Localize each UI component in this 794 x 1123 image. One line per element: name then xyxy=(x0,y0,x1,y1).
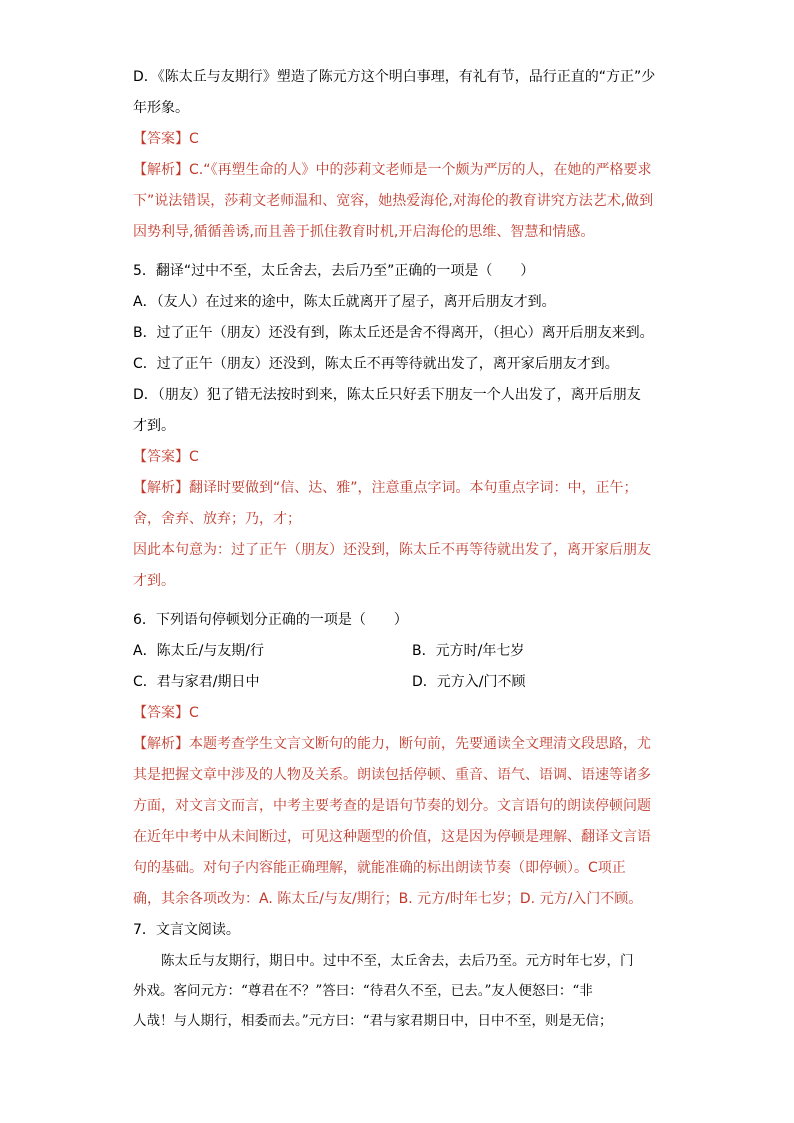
q5-analysis-line2: 舍，舍弃、放弃；乃，才； xyxy=(133,511,301,527)
q5-analysis-line3: 因此本句意为：过了正午（朋友）还没到，陈太丘不再等待就出发了，离开家后朋友 xyxy=(133,542,651,558)
q6-options-row2 xyxy=(133,667,663,698)
q4-option-d-line2: 年形象。 xyxy=(133,100,189,116)
answer-tag: 【答案】 xyxy=(133,705,189,721)
q4-analysis-line2: 下”说法错误，莎莉文老师温和、宽容，她热爱海伦,对海伦的教育讲究方法艺术,做到 xyxy=(133,193,654,209)
q6-analysis-line4: 在近年中考中从未间断过，可见这种题型的价值，这是因为停顿是理解、翻译文言语 xyxy=(133,829,651,845)
q4-analysis-line1: 【解析】C.“《再塑生命的人》中的莎莉文老师是一个颇为严厉的人，在她的严格要求 xyxy=(133,162,652,178)
answer-tag: 【答案】 xyxy=(133,449,189,465)
q7-passage-line2: 外戏。客问元方：“尊君在不？”答曰：“待君久不至，已去。”友人便怒曰：“非 xyxy=(133,983,593,999)
q7-passage-line3: 人哉！与人期行，相委而去。”元方曰：“君与家君期日中，日中不至，则是无信； xyxy=(133,1013,613,1029)
answer-value: C xyxy=(189,449,199,465)
q5-option-a: A．（友人）在过来的途中，陈太丘就离开了屋子，离开后朋友才到。 xyxy=(133,294,556,310)
q5-analysis-line4: 才到。 xyxy=(133,573,175,589)
q5-analysis-line1: 【解析】翻译时要做到“信、达、雅”，注意重点字词。本句重点字词：中，正午； xyxy=(133,480,638,496)
q5-option-c: C．过了正午（朋友）还没到，陈太丘不再等待就出发了，离开家后朋友才到。 xyxy=(133,356,619,372)
q6-analysis-line5: 句的基础。对句子内容能正确理解，就能准确的标出朗读节奏（即停顿）。C项正 xyxy=(133,860,626,876)
document-content xyxy=(133,62,663,1036)
q6-analysis-line1: 【解析】本题考查学生文言文断句的能力，断句前，先要通读全文理清文段思路，尤 xyxy=(133,736,651,752)
q7-passage-line1: 陈太丘与友期行，期日中。过中不至，太丘舍去，去后乃至。元方时年七岁，门 xyxy=(161,953,634,969)
q4-answer xyxy=(133,124,663,155)
q6-option-a: A．陈太丘/与友期/行 xyxy=(133,643,265,659)
q6-option-c: C．君与家君/期日中 xyxy=(133,674,260,690)
q6-answer xyxy=(133,698,663,729)
q5-option-d-line1: D．（朋友）犯了错无法按时到来，陈太丘只好丢下朋友一个人出发了，离开后朋友 xyxy=(133,387,641,403)
answer-tag: 【答案】 xyxy=(133,131,189,147)
q6-option-d: D．元方入/门不顾 xyxy=(412,674,526,690)
q7-stem: 7．文言文阅读。 xyxy=(133,922,240,938)
q4-analysis-line3: 因势利导,循循善诱,而且善于抓住教育时机,开启海伦的思维、智慧和情感。 xyxy=(133,224,595,240)
analysis-tag: 【解析】 xyxy=(133,480,189,496)
q6-analysis-line2: 其是把握文章中涉及的人物及关系。朗读包括停顿、重音、语气、语调、语速等诸多 xyxy=(133,767,651,783)
q4-option-d-line1: D．《陈太丘与友期行》塑造了陈元方这个明白事理，有礼有节，品行正直的“方正”少 xyxy=(133,69,656,85)
answer-value: C xyxy=(189,705,199,721)
q6-stem: 6．下列语句停顿划分正确的一项是（ ） xyxy=(133,612,408,628)
q5-option-d-line2: 才到。 xyxy=(133,418,175,434)
q5-stem: 5．翻译“过中不至，太丘舍去，去后乃至”正确的一项是（ ） xyxy=(133,263,535,279)
q6-options-row1 xyxy=(133,636,663,667)
q6-analysis-line6: 确，其余各项改为：A. 陈太丘/与友/期行；B. 元方/时年七岁；D. 元方/入门不顾。 xyxy=(133,891,643,907)
answer-value: C xyxy=(189,131,199,147)
q6-analysis-line3: 方面，对文言文而言，中考主要考查的是语句节奏的划分。文言语句的朗读停顿问题 xyxy=(133,798,651,814)
analysis-tag: 【解析】 xyxy=(133,736,189,752)
analysis-tag: 【解析】 xyxy=(133,162,189,178)
q6-option-b: B．元方时/年七岁 xyxy=(412,643,525,659)
q5-answer xyxy=(133,442,663,473)
q5-option-b: B．过了正午（朋友）还没有到，陈太丘还是舍不得离开，（担心）离开后朋友来到。 xyxy=(133,325,654,341)
